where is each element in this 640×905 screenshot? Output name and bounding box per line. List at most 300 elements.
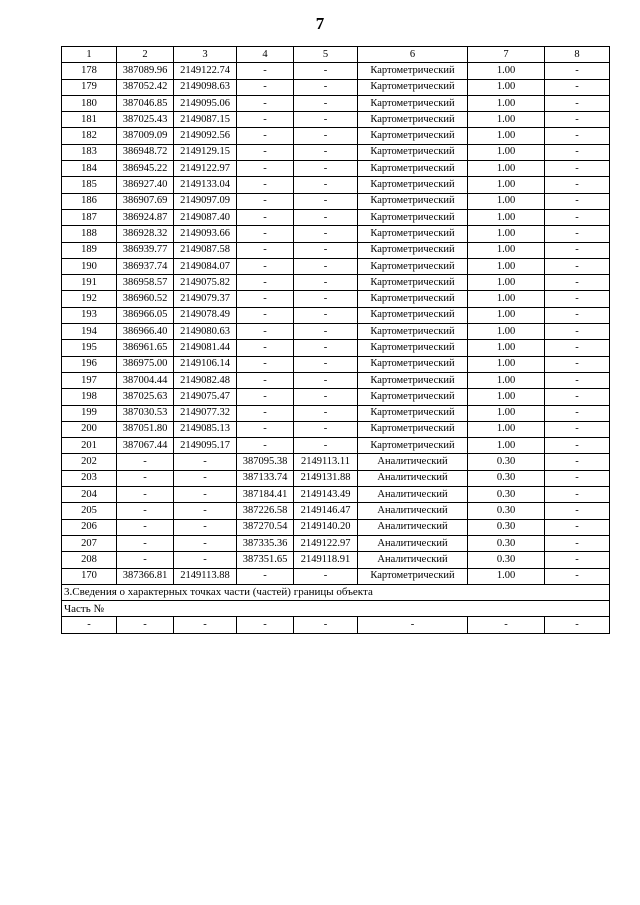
table-row [62, 226, 610, 242]
table-cell: - [294, 421, 358, 437]
table-cell: - [294, 324, 358, 340]
table-cell: - [237, 177, 294, 193]
table-cell: 2149095.06 [174, 95, 237, 111]
table-cell: - [237, 405, 294, 421]
part-label-row [62, 601, 610, 617]
table-cell: - [294, 258, 358, 274]
table-cell: - [174, 519, 237, 535]
table-cell: 387030.53 [117, 405, 174, 421]
table-cell: 387025.43 [117, 112, 174, 128]
table-cell: 0.30 [468, 487, 545, 503]
table-cell: - [174, 487, 237, 503]
table-cell: - [237, 356, 294, 372]
table-cell: 387052.42 [117, 79, 174, 95]
table-cell: 386907.69 [117, 193, 174, 209]
table-cell: 185 [62, 177, 117, 193]
table-cell: 195 [62, 340, 117, 356]
table-cell: 0.30 [468, 535, 545, 551]
table-row [62, 552, 610, 568]
table-row [62, 209, 610, 225]
header-cell: 6 [358, 47, 468, 63]
table-cell: Картометрический [358, 568, 468, 584]
table-cell: Картометрический [358, 209, 468, 225]
table-cell: - [545, 128, 610, 144]
table-cell: 203 [62, 470, 117, 486]
table-cell: 2149087.15 [174, 112, 237, 128]
table-cell: - [545, 161, 610, 177]
table-cell: 2149084.07 [174, 258, 237, 274]
table-cell: 2149097.09 [174, 193, 237, 209]
table-cell: - [468, 617, 545, 633]
table-cell: - [545, 617, 610, 633]
table-cell: 1.00 [468, 372, 545, 388]
table-row [62, 405, 610, 421]
table-cell: 1.00 [468, 193, 545, 209]
table-cell: 193 [62, 307, 117, 323]
table-cell: 1.00 [468, 438, 545, 454]
header-cell: 7 [468, 47, 545, 63]
table-cell: 2149081.44 [174, 340, 237, 356]
table-cell: 198 [62, 389, 117, 405]
table-cell: 1.00 [468, 405, 545, 421]
header-cell: 3 [174, 47, 237, 63]
table-cell: 1.00 [468, 421, 545, 437]
table-cell: 202 [62, 454, 117, 470]
table-cell: - [294, 79, 358, 95]
table-cell: - [358, 617, 468, 633]
table-cell: - [294, 226, 358, 242]
table-cell: Картометрический [358, 405, 468, 421]
table-cell: 1.00 [468, 161, 545, 177]
table-cell: 180 [62, 95, 117, 111]
table-cell: - [294, 389, 358, 405]
table-cell: - [237, 161, 294, 177]
table-row [62, 177, 610, 193]
table-cell: - [545, 144, 610, 160]
table-cell: - [294, 177, 358, 193]
table-cell: 386948.72 [117, 144, 174, 160]
table-cell: - [237, 324, 294, 340]
table-cell: Картометрический [358, 421, 468, 437]
table-cell: 387009.09 [117, 128, 174, 144]
table-cell: - [294, 161, 358, 177]
table-cell: - [545, 242, 610, 258]
header-cell: 8 [545, 47, 610, 63]
table-cell: 182 [62, 128, 117, 144]
table-cell: 387046.85 [117, 95, 174, 111]
table-cell: 2149106.14 [174, 356, 237, 372]
table-cell: - [545, 405, 610, 421]
table-cell: 387226.58 [237, 503, 294, 519]
table-cell: 199 [62, 405, 117, 421]
table-cell: - [117, 454, 174, 470]
table-cell: 194 [62, 324, 117, 340]
table-cell: - [237, 340, 294, 356]
table-cell: - [545, 356, 610, 372]
table-cell: - [545, 324, 610, 340]
table-cell: 2149133.04 [174, 177, 237, 193]
table-cell: 2149079.37 [174, 291, 237, 307]
table-cell: - [294, 63, 358, 79]
table-cell: Картометрический [358, 161, 468, 177]
table-cell: 386939.77 [117, 242, 174, 258]
table-cell: 2149118.91 [294, 552, 358, 568]
table-cell: 1.00 [468, 324, 545, 340]
table-row [62, 356, 610, 372]
table-cell: - [294, 275, 358, 291]
header-cell: 4 [237, 47, 294, 63]
table-cell: - [237, 372, 294, 388]
table-cell: 1.00 [468, 177, 545, 193]
table-cell: Картометрический [358, 95, 468, 111]
table-cell: 0.30 [468, 470, 545, 486]
table-cell: Картометрический [358, 144, 468, 160]
table-cell: 386927.40 [117, 177, 174, 193]
table-cell: 2149095.17 [174, 438, 237, 454]
table-cell: 1.00 [468, 144, 545, 160]
table-cell: 387095.38 [237, 454, 294, 470]
table-cell: 2149087.40 [174, 209, 237, 225]
table-cell: - [545, 487, 610, 503]
table-cell: Картометрический [358, 356, 468, 372]
header-cell: 2 [117, 47, 174, 63]
table-cell: Картометрический [358, 389, 468, 405]
table-row [62, 95, 610, 111]
table-row [62, 128, 610, 144]
table-cell: 2149143.49 [294, 487, 358, 503]
table-cell: - [237, 258, 294, 274]
table-cell: - [237, 438, 294, 454]
table-cell: 205 [62, 503, 117, 519]
table-cell: - [294, 242, 358, 258]
header-cell: 5 [294, 47, 358, 63]
table-cell: 0.30 [468, 454, 545, 470]
table-cell: - [294, 617, 358, 633]
table-cell: 2149122.74 [174, 63, 237, 79]
table-cell: 2149122.97 [294, 535, 358, 551]
table-cell: 2149075.47 [174, 389, 237, 405]
table-cell: 1.00 [468, 340, 545, 356]
table-row [62, 307, 610, 323]
table-cell: 2149146.47 [294, 503, 358, 519]
table-cell: - [545, 454, 610, 470]
table-cell: - [294, 144, 358, 160]
table-cell: 0.30 [468, 503, 545, 519]
table-cell: - [174, 503, 237, 519]
table-row [62, 421, 610, 437]
table-cell: 192 [62, 291, 117, 307]
header-row [62, 47, 610, 63]
table-row [62, 454, 610, 470]
table-cell: - [545, 95, 610, 111]
table-cell: - [545, 421, 610, 437]
table-cell: 387133.74 [237, 470, 294, 486]
table-cell: 2149082.48 [174, 372, 237, 388]
table-cell: - [117, 503, 174, 519]
table-cell: - [237, 128, 294, 144]
table-cell: Картометрический [358, 242, 468, 258]
empty-part-row [62, 617, 610, 633]
table-cell: Картометрический [358, 112, 468, 128]
table-cell: 184 [62, 161, 117, 177]
table-cell: Картометрический [358, 63, 468, 79]
table-row [62, 275, 610, 291]
table-row [62, 161, 610, 177]
table-cell: Картометрический [358, 177, 468, 193]
table-cell: 201 [62, 438, 117, 454]
table-cell: - [545, 307, 610, 323]
table-cell: 190 [62, 258, 117, 274]
table-cell: - [174, 535, 237, 551]
table-cell: 2149085.13 [174, 421, 237, 437]
table-cell: 186 [62, 193, 117, 209]
table-cell: 2149087.58 [174, 242, 237, 258]
table-cell: 200 [62, 421, 117, 437]
table-cell: Картометрический [358, 340, 468, 356]
table-cell: - [294, 568, 358, 584]
table-cell: - [294, 291, 358, 307]
page-number: 7 [315, 14, 325, 33]
table-cell: - [237, 112, 294, 128]
table-row [62, 242, 610, 258]
table-cell: 179 [62, 79, 117, 95]
table-cell: - [237, 209, 294, 225]
table-cell: 207 [62, 535, 117, 551]
table-cell: Аналитический [358, 470, 468, 486]
table-cell: - [545, 470, 610, 486]
section-title: 3.Сведения о характерных точках части (частей) границы объекта [62, 584, 610, 600]
table-cell: - [294, 405, 358, 421]
table-cell: 2149092.56 [174, 128, 237, 144]
table-cell: - [545, 438, 610, 454]
table-cell: - [237, 291, 294, 307]
table-cell: 1.00 [468, 389, 545, 405]
table-cell: 2149113.88 [174, 568, 237, 584]
table-cell: 1.00 [468, 291, 545, 307]
table-cell: - [294, 95, 358, 111]
table-cell: - [545, 63, 610, 79]
table-cell: 2149080.63 [174, 324, 237, 340]
table-cell: 386928.32 [117, 226, 174, 242]
table-footer [62, 584, 610, 633]
table-cell: - [545, 177, 610, 193]
table-cell: 2149131.88 [294, 470, 358, 486]
table-cell: 2149122.97 [174, 161, 237, 177]
table-row [62, 291, 610, 307]
table-cell: 181 [62, 112, 117, 128]
table-row [62, 568, 610, 584]
table-cell: - [237, 275, 294, 291]
table-cell: - [545, 275, 610, 291]
table-cell: Картометрический [358, 193, 468, 209]
table-cell: - [294, 128, 358, 144]
table-cell: - [237, 421, 294, 437]
table-cell: 1.00 [468, 242, 545, 258]
table-cell: - [174, 552, 237, 568]
table-cell: - [237, 226, 294, 242]
table-cell: 386924.87 [117, 209, 174, 225]
table-cell: 1.00 [468, 307, 545, 323]
table-cell: - [237, 95, 294, 111]
table-cell: 188 [62, 226, 117, 242]
table-cell: - [294, 193, 358, 209]
table-cell: - [237, 63, 294, 79]
table-cell: - [545, 503, 610, 519]
table-cell: Картометрический [358, 307, 468, 323]
table-cell: - [545, 79, 610, 95]
table-cell: 1.00 [468, 226, 545, 242]
table-cell: 386966.05 [117, 307, 174, 323]
section-title-row [62, 584, 610, 600]
table-cell: Аналитический [358, 487, 468, 503]
table-cell: 387366.81 [117, 568, 174, 584]
table-row [62, 519, 610, 535]
table-cell: - [237, 144, 294, 160]
table-cell: 386937.74 [117, 258, 174, 274]
table-cell: - [237, 568, 294, 584]
table-cell: Аналитический [358, 552, 468, 568]
table-cell: 387067.44 [117, 438, 174, 454]
table-cell: 187 [62, 209, 117, 225]
table-cell: 2149140.20 [294, 519, 358, 535]
table-row [62, 79, 610, 95]
characteristic-points-table [61, 46, 610, 634]
table-cell: - [545, 552, 610, 568]
table-cell: 386975.00 [117, 356, 174, 372]
table-cell: 387270.54 [237, 519, 294, 535]
table-cell: - [174, 454, 237, 470]
table-cell: Аналитический [358, 535, 468, 551]
table-cell: 386961.65 [117, 340, 174, 356]
table-cell: - [545, 258, 610, 274]
table-cell: - [117, 535, 174, 551]
table-cell: 183 [62, 144, 117, 160]
table-cell: - [237, 307, 294, 323]
table-cell: 2149113.11 [294, 454, 358, 470]
table-cell: - [545, 291, 610, 307]
table-cell: 1.00 [468, 568, 545, 584]
table-cell: Аналитический [358, 454, 468, 470]
table-cell: - [294, 209, 358, 225]
table-row [62, 503, 610, 519]
table-cell: 191 [62, 275, 117, 291]
table-cell: 197 [62, 372, 117, 388]
table-cell: - [237, 617, 294, 633]
table-row [62, 372, 610, 388]
table-cell: Картометрический [358, 291, 468, 307]
table-cell: 386945.22 [117, 161, 174, 177]
table-row [62, 487, 610, 503]
table-cell: - [545, 372, 610, 388]
table-cell: - [117, 617, 174, 633]
table-cell: - [294, 356, 358, 372]
table-row [62, 438, 610, 454]
table-cell: - [294, 340, 358, 356]
table-cell: 208 [62, 552, 117, 568]
table-cell: 2149075.82 [174, 275, 237, 291]
table-cell: - [545, 519, 610, 535]
table-row [62, 63, 610, 79]
table-cell: 1.00 [468, 128, 545, 144]
table-row [62, 340, 610, 356]
table-cell: 387025.63 [117, 389, 174, 405]
table-cell: 196 [62, 356, 117, 372]
table-cell: - [545, 209, 610, 225]
table-cell: 206 [62, 519, 117, 535]
table-cell: Картометрический [358, 226, 468, 242]
table-row [62, 389, 610, 405]
table-cell: Аналитический [358, 503, 468, 519]
table-cell: 1.00 [468, 275, 545, 291]
table-cell: 178 [62, 63, 117, 79]
table-cell: - [294, 112, 358, 128]
table-cell: - [545, 568, 610, 584]
table-cell: - [117, 487, 174, 503]
table-cell: 1.00 [468, 63, 545, 79]
table-cell: 0.30 [468, 552, 545, 568]
table-cell: - [174, 617, 237, 633]
table-row [62, 144, 610, 160]
table-cell: 387004.44 [117, 372, 174, 388]
table-cell: 1.00 [468, 356, 545, 372]
table-cell: - [237, 193, 294, 209]
table-cell: - [294, 438, 358, 454]
table-cell: 2149078.49 [174, 307, 237, 323]
table-cell: 2149077.32 [174, 405, 237, 421]
table-cell: - [237, 242, 294, 258]
table-cell: - [545, 389, 610, 405]
table-cell: - [545, 226, 610, 242]
table-cell: 386960.52 [117, 291, 174, 307]
table-cell: 387051.80 [117, 421, 174, 437]
table-cell: 1.00 [468, 112, 545, 128]
table-cell: Картометрический [358, 258, 468, 274]
table-cell: 2149098.63 [174, 79, 237, 95]
table-cell: - [117, 470, 174, 486]
table-cell: - [237, 389, 294, 405]
table-row [62, 193, 610, 209]
table-row [62, 324, 610, 340]
table-cell: - [117, 519, 174, 535]
table-row [62, 258, 610, 274]
table-cell: 0.30 [468, 519, 545, 535]
table-cell: 2149093.66 [174, 226, 237, 242]
table-cell: - [545, 193, 610, 209]
table-row [62, 535, 610, 551]
table-cell: Картометрический [358, 275, 468, 291]
table-cell: - [117, 552, 174, 568]
table-cell: - [545, 535, 610, 551]
table-cell: 387089.96 [117, 63, 174, 79]
table-cell: Картометрический [358, 128, 468, 144]
table-cell: Аналитический [358, 519, 468, 535]
table-cell: 386958.57 [117, 275, 174, 291]
table-cell: - [545, 112, 610, 128]
table-cell: - [294, 307, 358, 323]
table-row [62, 470, 610, 486]
table-cell: 387335.36 [237, 535, 294, 551]
part-label: Часть № [62, 601, 610, 617]
table-cell: 1.00 [468, 95, 545, 111]
table-cell: 387351.65 [237, 552, 294, 568]
table-cell: 1.00 [468, 258, 545, 274]
table-cell: Картометрический [358, 438, 468, 454]
table-cell: 1.00 [468, 79, 545, 95]
table-cell: - [294, 372, 358, 388]
table-cell: 189 [62, 242, 117, 258]
table-cell: Картометрический [358, 79, 468, 95]
table-cell: 1.00 [468, 209, 545, 225]
